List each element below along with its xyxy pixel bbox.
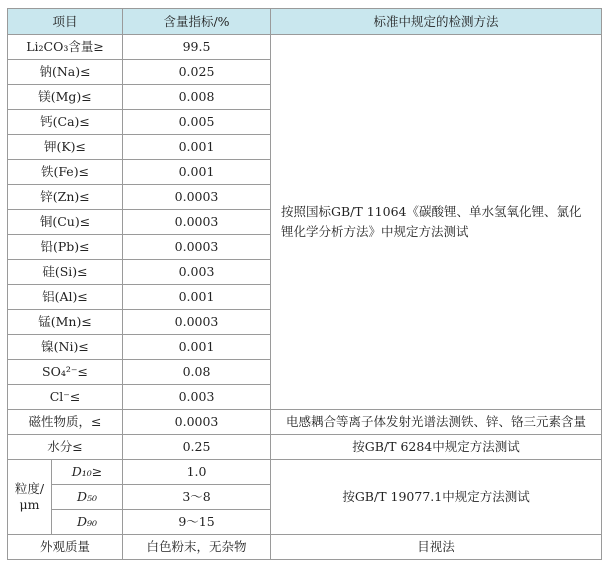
particle-row bbox=[8, 460, 602, 485]
header-item: 项目 bbox=[8, 9, 123, 35]
item-cell: 磁性物质，≤ bbox=[8, 410, 123, 435]
magnetic-row bbox=[8, 410, 602, 435]
value-cell: 0.0003 bbox=[123, 210, 271, 235]
header-method: 标准中规定的检测方法 bbox=[271, 9, 602, 35]
item-cell: 钠(Na)≤ bbox=[8, 60, 123, 85]
particle-sub-label: D₉₀ bbox=[52, 510, 123, 535]
spec-table bbox=[7, 8, 602, 560]
particle-sub-label: D₅₀ bbox=[52, 485, 123, 510]
value-cell: 0.001 bbox=[123, 135, 271, 160]
item-cell: 铅(Pb)≤ bbox=[8, 235, 123, 260]
value-cell: 0.0003 bbox=[123, 410, 271, 435]
particle-label bbox=[8, 460, 52, 535]
item-cell: 铜(Cu)≤ bbox=[8, 210, 123, 235]
item-cell: 镍(Ni)≤ bbox=[8, 335, 123, 360]
item-cell: 钙(Ca)≤ bbox=[8, 110, 123, 135]
item-cell: 锰(Mn)≤ bbox=[8, 310, 123, 335]
value-cell: 0.005 bbox=[123, 110, 271, 135]
value-cell: 0.0003 bbox=[123, 235, 271, 260]
item-cell: 铁(Fe)≤ bbox=[8, 160, 123, 185]
particle-label-line2: μm bbox=[19, 497, 40, 512]
value-cell: 0.0003 bbox=[123, 310, 271, 335]
value-cell: 0.001 bbox=[123, 160, 271, 185]
value-cell: 0.001 bbox=[123, 285, 271, 310]
value-cell: 0.08 bbox=[123, 360, 271, 385]
moisture-row bbox=[8, 435, 602, 460]
value-cell: 0.001 bbox=[123, 335, 271, 360]
item-cell: 锌(Zn)≤ bbox=[8, 185, 123, 210]
particle-sub-label: D₁₀≥ bbox=[52, 460, 123, 485]
particle-method-cell: 按GB/T 19077.1中规定方法测试 bbox=[271, 460, 602, 535]
value-cell: 0.003 bbox=[123, 260, 271, 285]
value-cell: 0.008 bbox=[123, 85, 271, 110]
item-cell: 铝(Al)≤ bbox=[8, 285, 123, 310]
value-cell: 9～15 bbox=[123, 510, 271, 535]
value-cell: 0.0003 bbox=[123, 185, 271, 210]
method-cell: 目视法 bbox=[271, 535, 602, 560]
value-cell: 0.003 bbox=[123, 385, 271, 410]
particle-label-line1: 粒度/ bbox=[14, 481, 45, 496]
method-cell: 电感耦合等离子体发射光谱法测铁、锌、铬三元素含量 bbox=[271, 410, 602, 435]
method-cell: 按GB/T 6284中规定方法测试 bbox=[271, 435, 602, 460]
item-cell: 镁(Mg)≤ bbox=[8, 85, 123, 110]
item-cell: 钾(K)≤ bbox=[8, 135, 123, 160]
header-content: 含量指标/% bbox=[123, 9, 271, 35]
value-cell: 1.0 bbox=[123, 460, 271, 485]
item-cell: 水分≤ bbox=[8, 435, 123, 460]
table-row bbox=[8, 35, 602, 60]
item-cell: 硅(Si)≤ bbox=[8, 260, 123, 285]
main-method-cell: 按照国标GB/T 11064《碳酸锂、单水氢氧化锂、氯化锂化学分析方法》中规定方法测试 bbox=[271, 35, 602, 410]
value-cell: 白色粉末，无杂物 bbox=[123, 535, 271, 560]
value-cell: 3～8 bbox=[123, 485, 271, 510]
item-cell: Li₂CO₃含量≥ bbox=[8, 35, 123, 60]
value-cell: 99.5 bbox=[123, 35, 271, 60]
item-cell: Cl⁻≤ bbox=[8, 385, 123, 410]
appearance-row bbox=[8, 535, 602, 560]
value-cell: 0.025 bbox=[123, 60, 271, 85]
item-cell: 外观质量 bbox=[8, 535, 123, 560]
header-row bbox=[8, 9, 602, 35]
item-cell: SO₄²⁻≤ bbox=[8, 360, 123, 385]
value-cell: 0.25 bbox=[123, 435, 271, 460]
